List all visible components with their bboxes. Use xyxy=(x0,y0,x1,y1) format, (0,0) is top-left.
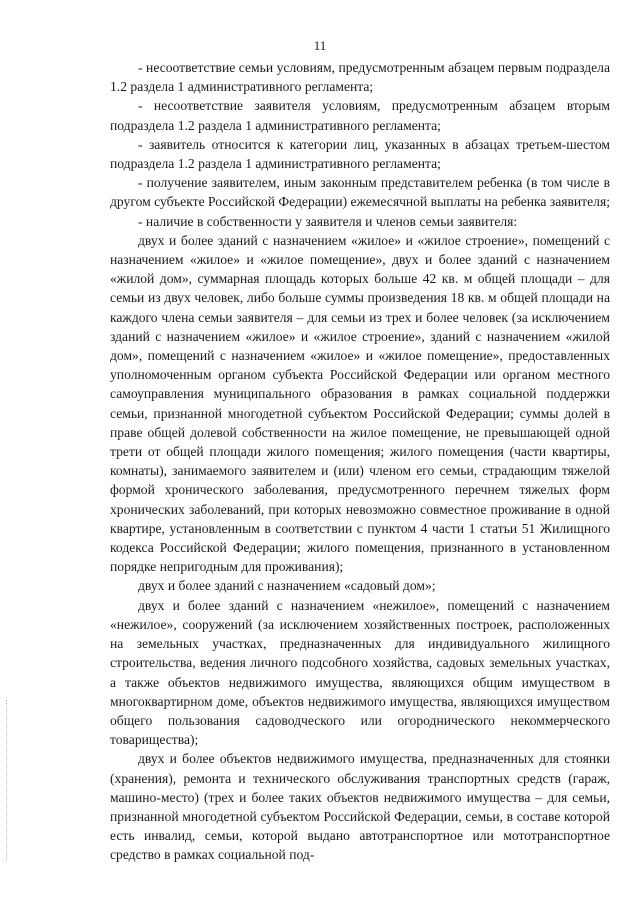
paragraph: двух и более объектов недвижимого имущества, предназначенных для стоянки (хранения), ремонта и технического обслуживания транспортных средств (гараж, машино-место) (трех и более таких объектов недвижимого имущества – для семьи, признанной многодетной субъектом Российской Федерации, семьи, в составе которой есть инвалид, семьи, которой выдано автотранспортное или мототранспортное средство в рамках социальной под- xyxy=(110,751,610,863)
paragraph: двух и более зданий с назначением «нежилое», помещений с назначением «нежилое», сооружений (за исключением хозяйственных построек, расположенных на земельных участках, предназначенных для индивидуального жилищного строительства, ведения личного подсобного хозяйства, садовых земельных участках, а также объектов недвижимого имущества, являющихся общим имуществом в многоквартирном доме, объектов недвижимого имущества, являющихся имуществом общего пользования садоводческого или огороднического некоммерческого товарищества); xyxy=(110,597,610,748)
document-body xyxy=(110,58,610,865)
scan-margin-marks xyxy=(6,700,11,860)
paragraph: - получение заявителем, иным законным представителем ребенка (в том числе в другом субъекте Российской Федерации) ежемесячной выплаты на ребенка заявителя; xyxy=(110,175,610,210)
paragraph: - несоответствие семьи условиям, предусмотренным абзацем первым подраздела 1.2 раздела 1 административного регламента; xyxy=(110,60,610,95)
paragraph: - наличие в собственности у заявителя и членов семьи заявителя: xyxy=(138,213,518,229)
paragraph: - несоответствие заявителя условиям, предусмотренным абзацем вторым подраздела 1.2 раздела 1 административного регламента; xyxy=(110,98,610,133)
paragraph: двух и более зданий с назначением «садовый дом»; xyxy=(138,578,436,594)
page-number: 11 xyxy=(313,38,327,53)
paragraph: - заявитель относится к категории лиц, указанных в абзацах третьем-шестом подраздела 1.2 раздела 1 административного регламента; xyxy=(110,136,610,172)
paragraph: двух и более зданий с назначением «жилое» и «жилое строение», помещений с назначением «жилое» и «жилое помещение», двух и более зданий с назначением «жилой дом», суммарная площадь которых больше 42 кв. м общей площади – для семьи из двух человек, либо больше суммы произведения 18 кв. м общей площади на каждого члена семьи заявителя – для семьи из трех и более человек (за исключением зданий с назначением «жилое» и «жилое строение», зданий с назначением «жилой дом», помещений с назначением «жилое» и «жилое помещение», предоставленных уполномоченным органом субъекта Российской Федерации или органом местного самоуправления муниципального образования в рамках социальной поддержки семьи, признанной многодетной субъектом Российской Федерации; суммы долей в праве общей долевой собственности на жилое помещение, не превышающей одной трети от общей площади жилого помещения; жилого помещения (части квартиры, комнаты), занимаемого заявителем и (или) членом его семьи, страдающим тяжелой формой хронического заболевания, предусмотренного перечнем тяжелых форм хронических заболеваний, при которых невозможно совместное проживание в одной квартире, установленным в соответствии с пунктом 4 части 1 статьи 51 Жилищного кодекса Российской Федерации; жилого помещения, признанного в установленном порядке непригодным для проживания); xyxy=(110,232,610,575)
